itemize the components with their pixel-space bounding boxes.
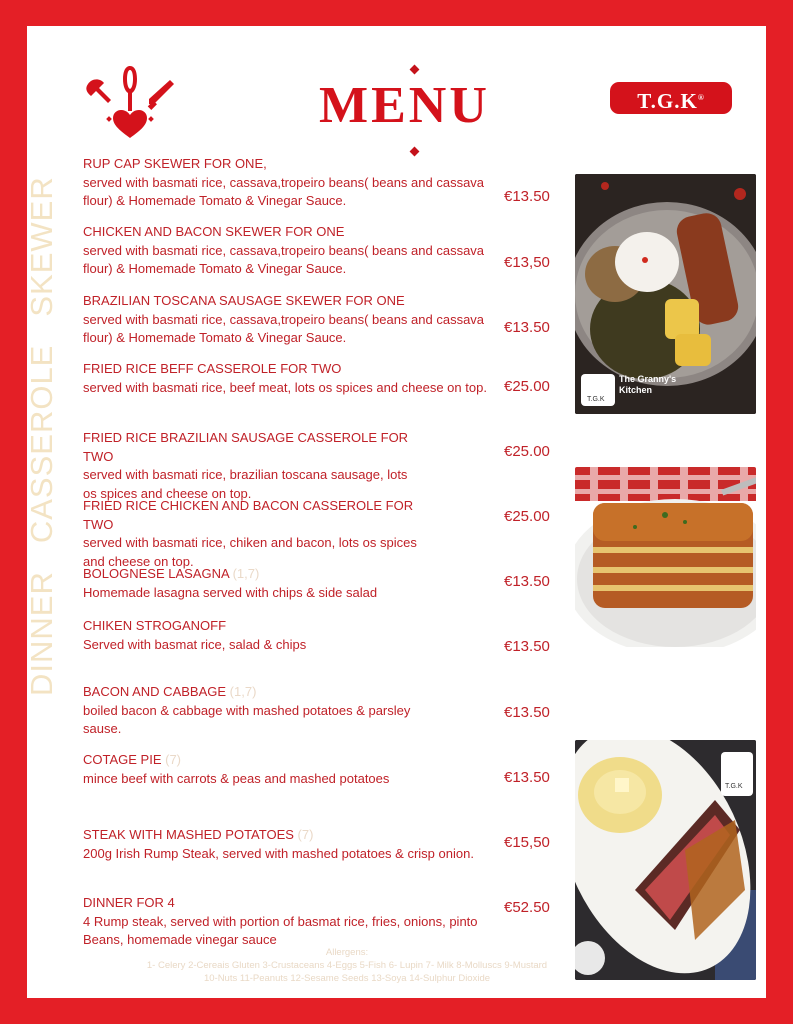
item-description: served with basmati rice, cassava,tropeiro beans( beans and cassava flour) & Homemade Tomato & Vinegar Sauce.	[83, 174, 485, 208]
steak-dish-photo	[575, 740, 756, 980]
item-price: €13.50	[504, 638, 550, 655]
brand-logo-text: T.G.K	[637, 89, 698, 113]
item-description: served with basmati rice, chiken and bacon, lots os spices and cheese on top.	[83, 535, 417, 569]
vertical-label-casserole: CASSEROLE	[24, 344, 59, 544]
page-title: MENU	[319, 77, 490, 134]
lasagna-image	[575, 467, 756, 647]
menu-item	[83, 497, 423, 571]
photo1-caption: The Granny's Kitchen	[619, 374, 677, 395]
brand-registered-mark: ®	[697, 93, 705, 102]
item-description: 200g Irish Rump Steak, served with mashed potatoes & crisp onion.	[83, 845, 474, 861]
item-description: boiled bacon & cabbage with mashed potatoes & parsley sause.	[83, 702, 411, 736]
item-price: €25.00	[504, 508, 550, 525]
item-name: CHICKEN AND BACON SKEWER FOR ONE	[83, 224, 345, 239]
title-ornament-top	[410, 65, 420, 75]
item-price: €52.50	[504, 899, 550, 916]
whisk-heart-logo-icon	[82, 62, 178, 140]
menu-item	[83, 360, 523, 397]
menu-item	[83, 565, 503, 602]
steak-image	[575, 740, 756, 980]
item-name: RUP CAP SKEWER FOR ONE,	[83, 156, 267, 171]
brand-logo	[610, 82, 732, 114]
item-price: €13.50	[504, 188, 550, 205]
item-price: €13.50	[504, 769, 550, 786]
item-name: COTAGE PIE	[83, 752, 162, 767]
menu-item	[83, 223, 503, 279]
allergens-footer	[107, 946, 587, 985]
item-allergens: (1,7)	[229, 684, 257, 699]
menu-page	[24, 26, 766, 998]
item-price: €13.50	[504, 704, 550, 721]
item-price: €25.00	[504, 443, 550, 460]
item-price: €13,50	[504, 254, 550, 271]
item-name: DINNER FOR 4	[83, 895, 175, 910]
item-allergens: (7)	[297, 827, 314, 842]
item-name: CHIKEN STROGANOFF	[83, 618, 227, 633]
item-name: FRIED RICE CHICKEN AND BACON CASSEROLE FOR TWO	[83, 498, 414, 532]
menu-item	[83, 894, 493, 950]
item-description: served with basmati rice, cassava,tropeiro beans( beans and cassava flour) & Homemade Tomato & Vinegar Sauce.	[83, 242, 485, 276]
item-description: served with basmati rice, cassava,tropeiro beans( beans and cassava flour) & Homemade Tomato & Vinegar Sauce.	[83, 311, 485, 345]
menu-item	[83, 826, 483, 863]
allergens-line-1: 1- Celery 2-Cereais Gluten 3-Crustaceans 4-Eggs 5-Fish 6- Lupin 7- Milk 8-Molluscs 9-Mustard	[146, 960, 548, 971]
photo3-badge-text: T.G.K	[725, 783, 743, 790]
item-price: €25.00	[504, 378, 550, 395]
item-name: BRAZILIAN TOSCANA SAUSAGE SKEWER FOR ONE	[83, 293, 405, 308]
item-description: Served with basmat rice, salad & chips	[83, 636, 307, 652]
item-description: Homemade lasagna served with chips & side salad	[83, 584, 378, 600]
menu-item	[83, 617, 503, 654]
item-description: served with basmati rice, beef meat, lots os spices and cheese on top.	[83, 379, 487, 395]
vertical-label-skewer: SKEWER	[24, 176, 59, 317]
item-price: €13.50	[504, 319, 550, 336]
item-allergens: (1,7)	[232, 566, 260, 581]
item-description: mince beef with carrots & peas and mashed potatoes	[83, 770, 390, 786]
allergens-heading: Allergens:	[325, 947, 369, 958]
item-description: 4 Rump steak, served with portion of basmat rice, fries, onions, pinto Beans, homemade vinegar sauce	[83, 913, 478, 947]
photo1-badge-text: T.G.K	[587, 396, 605, 403]
item-name: STEAK WITH MASHED POTATOES	[83, 827, 294, 842]
vertical-section-label	[24, 156, 60, 696]
item-price: €15,50	[504, 834, 550, 851]
skewer-dish-photo	[575, 174, 756, 414]
vertical-label-dinner: DINNER	[24, 571, 59, 696]
menu-item	[83, 292, 503, 348]
lasagna-dish-photo	[575, 467, 756, 647]
item-name: FRIED RICE BEFF CASSEROLE FOR TWO	[83, 361, 342, 376]
menu-item	[83, 155, 503, 211]
item-name: BOLOGNESE LASAGNA	[83, 566, 229, 581]
menu-item	[83, 751, 503, 788]
menu-item	[83, 429, 423, 503]
item-name: BACON AND CABBAGE	[83, 684, 227, 699]
allergens-line-2: 10-Nuts 11-Peanuts 12-Sesame Seeds 13-Soya 14-Sulphur Dioxide	[203, 973, 491, 984]
item-description: served with basmati rice, brazilian toscana sausage, lots os spices and cheese on top.	[83, 467, 408, 501]
item-price: €13.50	[504, 573, 550, 590]
menu-item	[83, 683, 423, 739]
item-allergens: (7)	[165, 752, 182, 767]
item-name: FRIED RICE BRAZILIAN SAUSAGE CASSEROLE FOR TWO	[83, 430, 409, 464]
